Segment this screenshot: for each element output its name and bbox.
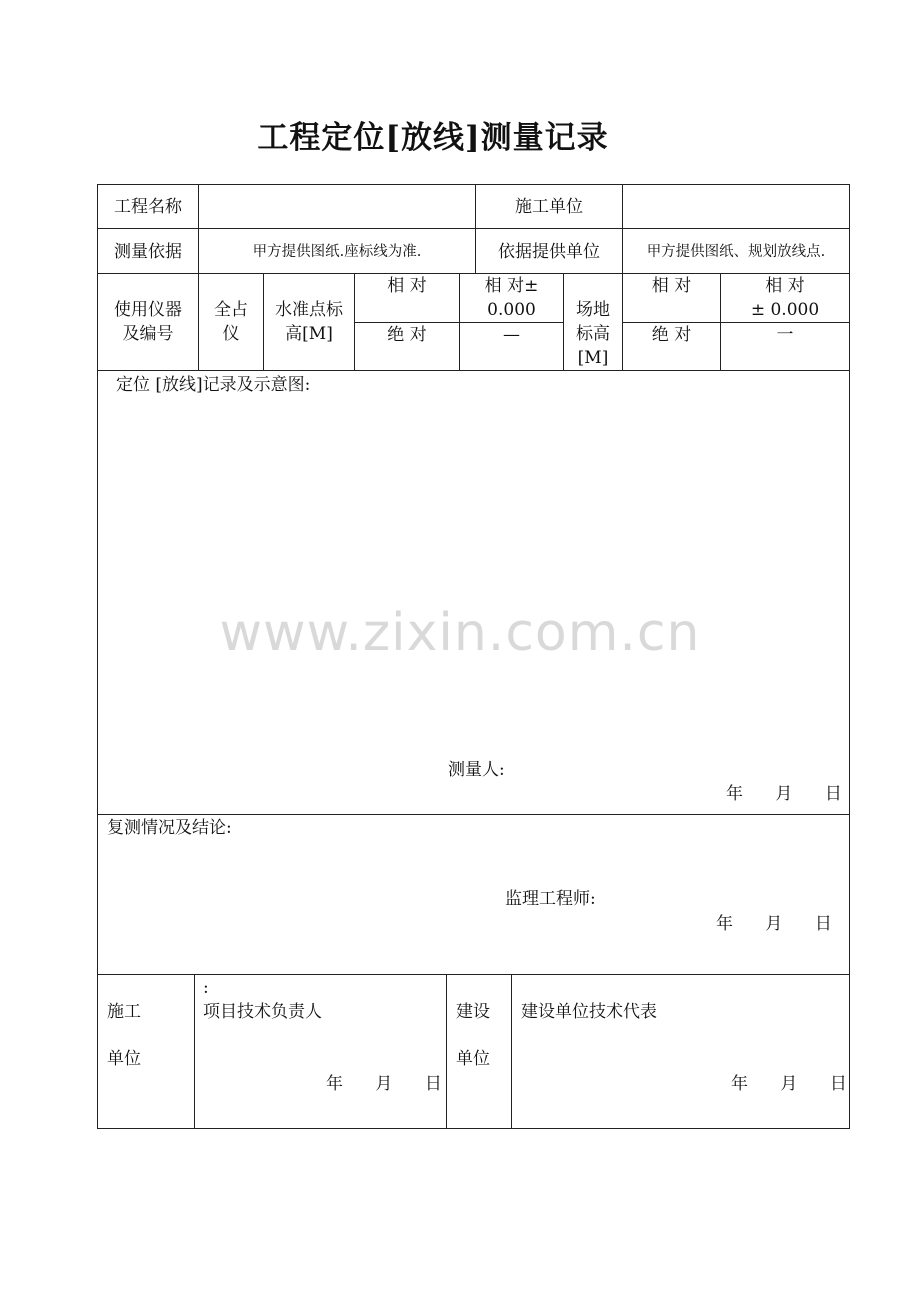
site-elevation-label: 场地 xyxy=(576,300,610,320)
survey-basis-label: 测量依据 xyxy=(114,242,182,262)
relative-value: 相 对± xyxy=(484,276,539,296)
colon-mark: : xyxy=(203,978,209,998)
site-relative-label: 相 对 xyxy=(651,276,692,296)
benchmark-label: 高[M] xyxy=(285,324,333,344)
absolute-label: 绝 对 xyxy=(387,325,427,345)
instrument-label: 及编号 xyxy=(122,324,174,344)
tech-lead-label: 项目技术负责人 xyxy=(203,1002,322,1022)
relative-value: 0.000 xyxy=(487,300,536,320)
relative-label: 相 对 xyxy=(387,276,427,296)
owner-rep-label: 建设单位技术代表 xyxy=(521,1002,657,1022)
site-elevation-label: [M] xyxy=(577,348,609,368)
recheck-section-label: 复测情况及结论: xyxy=(107,818,232,838)
record-date: 年 月 日 xyxy=(726,784,842,804)
benchmark-label: 水准点标 xyxy=(275,300,343,320)
col-divider xyxy=(446,974,447,1129)
owner-unit-label: 建设 xyxy=(456,1002,490,1022)
contractor-unit-label: 施工 xyxy=(107,1002,141,1022)
site-relative-value: 相 对 xyxy=(765,276,805,296)
surveyor-label: 测量人: xyxy=(448,760,505,780)
table-border-bottom xyxy=(97,1128,850,1129)
instrument-label: 使用仪器 xyxy=(114,300,182,320)
recheck-date: 年 月 日 xyxy=(716,914,832,934)
row-divider xyxy=(97,974,850,975)
owner-unit-label: 单位 xyxy=(456,1049,490,1069)
project-name-field[interactable] xyxy=(200,195,474,219)
contractor-label: 施工单位 xyxy=(515,197,583,217)
instrument-value: 全占 xyxy=(214,300,248,320)
contractor-field[interactable] xyxy=(624,195,848,219)
page-title: 工程定位[放线]测量记录 xyxy=(257,120,609,156)
site-elevation-label: 标高 xyxy=(576,324,610,344)
col-divider xyxy=(511,974,512,1129)
record-section-label: 定位 [放线]记录及示意图: xyxy=(116,375,311,395)
site-absolute-label: 绝 对 xyxy=(651,325,692,345)
site-relative-value: ± 0.000 xyxy=(750,300,820,320)
site-absolute-value: 一 xyxy=(776,325,794,345)
col-divider xyxy=(194,974,195,1129)
instrument-value: 仪 xyxy=(222,324,240,344)
basis-source-label: 依据提供单位 xyxy=(498,242,600,262)
watermark: www.zixin.com.cn xyxy=(219,603,701,663)
owner-sign-date: 年 月 日 xyxy=(731,1074,847,1094)
survey-basis-value: 甲方提供图纸.座标线为准. xyxy=(252,244,422,260)
table-border-top xyxy=(97,184,850,185)
row-divider xyxy=(97,814,850,815)
supervisor-label: 监理工程师: xyxy=(505,889,596,909)
contractor-sign-date: 年 月 日 xyxy=(326,1074,442,1094)
row-divider xyxy=(97,228,850,229)
basis-source-value: 甲方提供图纸、规划放线点. xyxy=(646,244,826,260)
absolute-value: — xyxy=(503,325,520,345)
project-name-label: 工程名称 xyxy=(114,197,182,217)
row-divider xyxy=(97,370,850,371)
contractor-unit-label: 单位 xyxy=(107,1049,141,1069)
